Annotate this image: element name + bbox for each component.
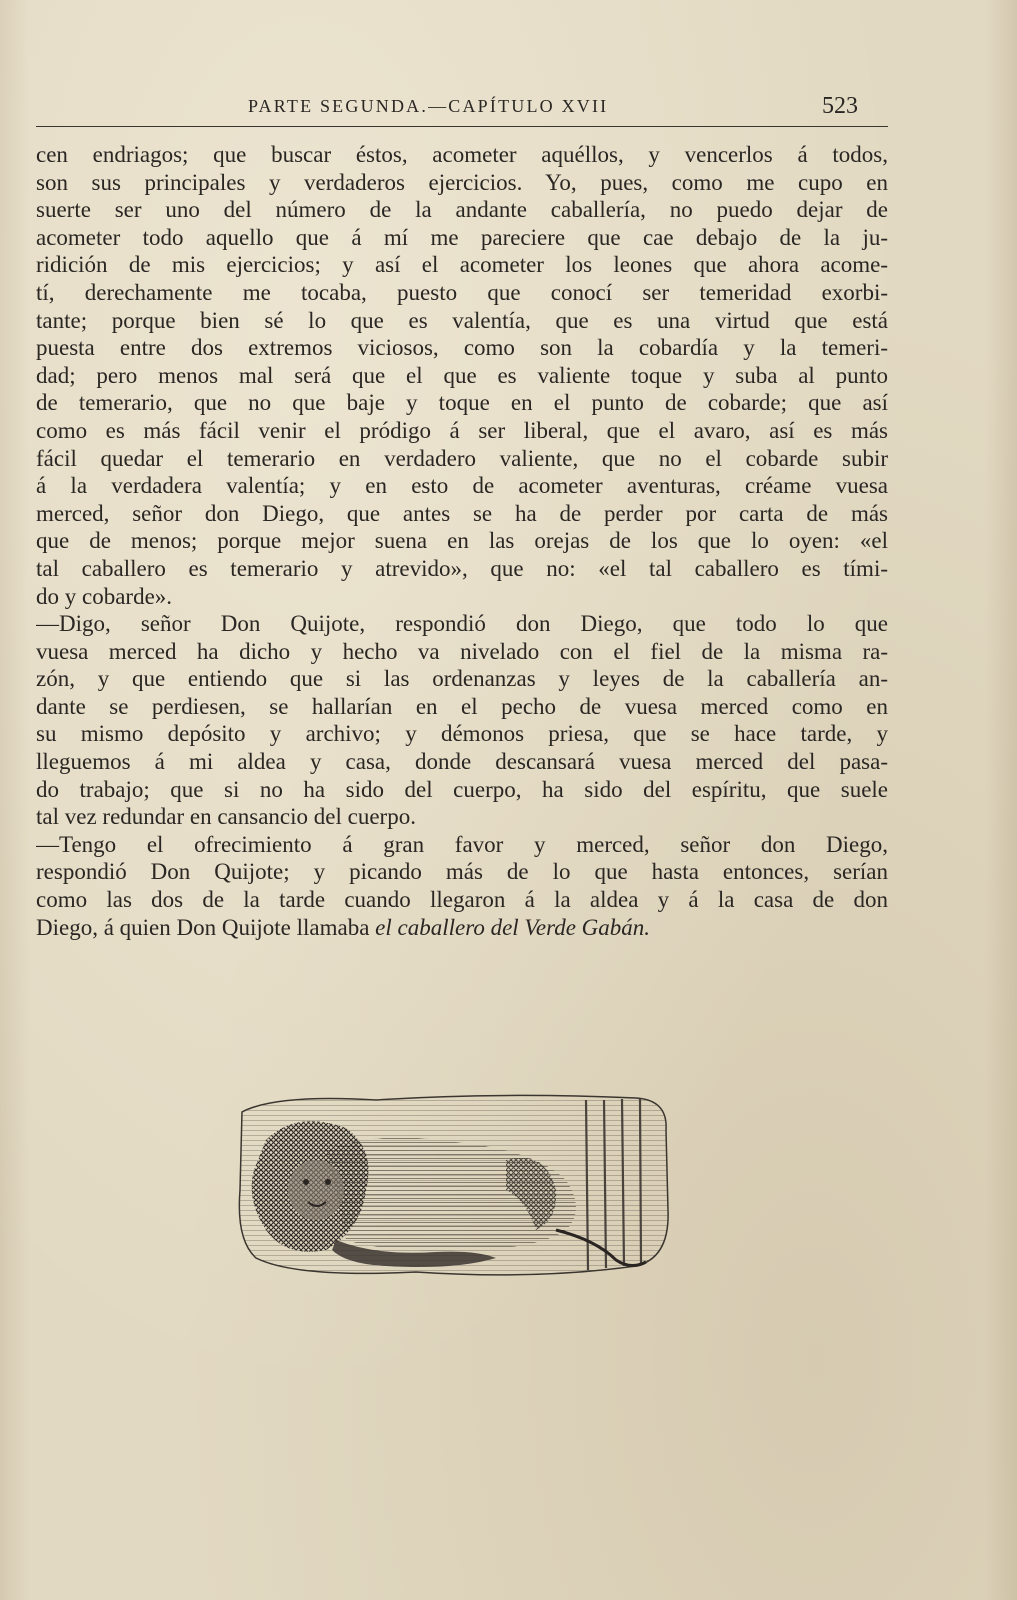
page-number: 523 [822,93,858,119]
text-line: puesta entre dos extremos viciosos, como son la cobardía y la temeri- [36,335,888,361]
text-line: dante se perdiesen, se hallarían en el pecho de vuesa merced como en [36,693,888,719]
text-line: do y cobarde». [36,583,173,609]
text-line: su mismo depósito y archivo; y démonos priesa, que se hace tarde, y [36,721,888,747]
text-line: vuesa merced ha dicho y hecho va nivelado con el fiel de la misma ra- [36,638,888,664]
lion-engraving-icon [236,1090,676,1280]
text-line: tante; porque bien sé lo que es valentía, que es una virtud que está [36,307,888,333]
text-line: de temerario, que no que baje y toque en el punto de cobarde; que así [36,390,888,416]
text-line: tal vez redundar en cansancio del cuerpo. [36,804,416,830]
text-line: dad; pero menos mal será que el que es valiente toque y suba al punto [36,362,888,388]
text-line: lleguemos á mi aldea y casa, donde descansará vuesa merced del pasa- [36,749,888,775]
text-line: —Tengo el ofrecimiento á gran favor y merced, señor don Diego, [36,831,888,857]
text-line: son sus principales y verdaderos ejercicios. Yo, pues, como me cupo en [36,169,888,195]
text-line: ridición de mis ejercicios; y así el acometer los leones que ahora acome- [36,252,888,278]
running-head [36,92,888,127]
text-line: como es más fácil venir el pródigo á ser liberal, que el avaro, así es más [36,417,888,443]
text-line: zón, y que entiendo que si las ordenanzas y leyes de la caballería an- [36,666,888,692]
text-line: do trabajo; que si no ha sido del cuerpo, ha sido del espíritu, que suele [36,776,888,802]
text-line: cen endriagos; que buscar éstos, acometer aquéllos, y vencerlos á todos, [36,142,888,167]
text-line: —Digo, señor Don Quijote, respondió don Diego, que todo lo que [36,611,888,637]
final-line-italic: el caballero del Verde Gabán. [375,914,651,940]
text-line: fácil quedar el temerario en verdadero valiente, que no el cobarde subir [36,445,888,471]
text-line: acometer todo aquello que á mí me pareciere que cae debajo de la ju- [36,224,888,250]
text-line: suerte ser uno del número de la andante caballería, no puedo dejar de [36,197,888,223]
text-line: merced, señor don Diego, que antes se ha de perder por carta de más [36,500,888,526]
final-line-roman: Diego, á quien Don Quijote llamaba [36,914,376,940]
text-line: tí, derechamente me tocaba, puesto que conocí ser temeridad exorbi- [36,279,888,305]
body-text [36,141,888,941]
text-line: á la verdadera valentía; y en esto de acometer aventuras, créame vuesa [36,473,888,499]
text-line: respondió Don Quijote; y picando más de lo que hasta entonces, serían [36,859,888,885]
final-text-line [36,914,888,942]
text-line: tal caballero es temerario y atrevido», que no: «el tal caballero es tími- [36,555,888,581]
lion-illustration [236,1090,676,1280]
text-line: como las dos de la tarde cuando llegaron á la aldea y á la casa de don [36,887,888,913]
running-title: PARTE SEGUNDA.—CAPÍTULO XVII [248,96,609,116]
text-line: que de menos; porque mejor suena en las orejas de los que lo oyen: «el [36,528,888,554]
